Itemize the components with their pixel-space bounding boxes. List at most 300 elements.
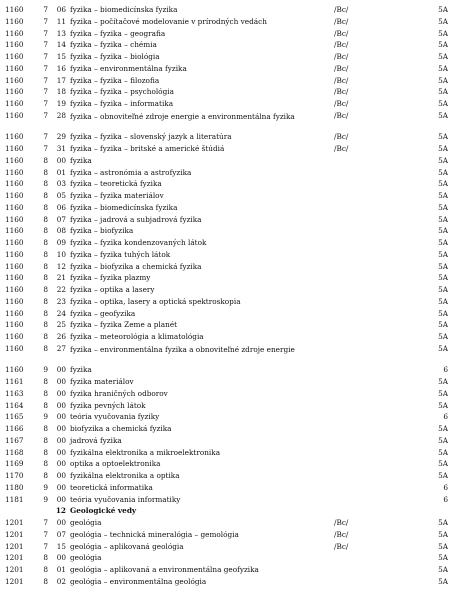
table-row	[0, 564, 458, 576]
cell-code: 1160	[5, 52, 24, 61]
cell-a: 8	[43, 261, 48, 271]
cell-form: /Bc/	[334, 529, 349, 539]
cell-code: 1160	[5, 110, 24, 120]
cell-code: 1160	[5, 332, 24, 341]
table-row	[0, 4, 458, 16]
cell-degree: 5A	[438, 435, 448, 445]
table-row	[0, 98, 458, 110]
table-row	[0, 51, 458, 63]
table-row	[0, 167, 458, 179]
cell-form: /Bc/	[334, 75, 349, 85]
cell-b: 16	[56, 63, 66, 73]
cell-a: 8	[43, 249, 48, 259]
cell-code: 1168	[5, 447, 24, 457]
table-row	[0, 86, 458, 98]
cell-b: 25	[56, 320, 66, 330]
cell-name: fyzika – fyzika tuhých látok	[70, 249, 171, 259]
cell-degree: 5A	[438, 132, 448, 142]
cell-a: 8	[43, 167, 48, 177]
cell-name: fyzika	[70, 155, 92, 165]
cell-degree: 6	[443, 412, 448, 422]
cell-code: 1166	[5, 424, 24, 433]
cell-code: 1160	[5, 202, 24, 212]
cell-b: 29	[56, 132, 66, 142]
cell-a: 8	[43, 214, 48, 224]
cell-a: 9	[43, 482, 48, 492]
cell-code: 1160	[5, 238, 24, 247]
cell-code: 1160	[5, 63, 24, 73]
cell-a: 8	[43, 191, 48, 200]
table-row	[0, 376, 458, 388]
cell-name: fyzika – fyzika plazmy	[70, 273, 151, 283]
table-row	[0, 411, 458, 423]
cell-degree: 6	[443, 494, 448, 504]
cell-code: 1160	[5, 296, 24, 306]
cell-a: 8	[43, 459, 48, 469]
cell-code: 1160	[5, 249, 24, 259]
cell-b: 07	[56, 214, 66, 224]
cell-a: 7	[43, 529, 48, 539]
cell-code: 1201	[5, 518, 24, 527]
cell-name: fyzika materiálov	[70, 377, 134, 386]
cell-code: 1160	[5, 144, 24, 153]
cell-a: 8	[43, 435, 48, 445]
cell-code: 1201	[5, 576, 24, 586]
cell-degree: 5A	[438, 179, 448, 189]
cell-name: fyzika – fyzika – geografia	[70, 28, 166, 38]
table-row	[0, 435, 458, 447]
cell-name: fyzika – fyzika – filozofia	[70, 75, 160, 85]
cell-code: 1169	[5, 459, 24, 469]
cell-degree: 5A	[438, 320, 448, 330]
cell-name: fyzika – jadrová a subjadrová fyzika	[70, 214, 202, 224]
table-row	[0, 214, 458, 226]
cell-b: 11	[56, 16, 66, 26]
cell-a: 8	[43, 471, 48, 480]
table-row	[0, 272, 458, 284]
cell-b: 02	[56, 576, 66, 586]
cell-code: 1165	[5, 412, 24, 422]
cell-a: 8	[43, 565, 48, 574]
table-row	[0, 529, 458, 541]
cell-b: 07	[56, 529, 66, 539]
table-row	[0, 155, 458, 167]
table-row	[0, 552, 458, 564]
cell-degree: 5A	[438, 400, 448, 410]
cell-name: fyzika – biomedicínska fyzika	[70, 202, 178, 212]
cell-b: 31	[56, 144, 66, 153]
cell-degree: 5A	[438, 553, 448, 563]
cell-degree: 5A	[438, 249, 448, 259]
table-row	[0, 447, 458, 459]
table-row	[0, 39, 458, 51]
cell-a: 9	[43, 494, 48, 504]
cell-name: fyzika – environmentálna fyzika a obnoviteľné zdroje energie	[70, 344, 295, 354]
cell-code: 1160	[5, 167, 24, 177]
cell-form: /Bc/	[334, 87, 349, 97]
cell-name: fyzika – astronómia a astrofyzika	[70, 167, 192, 177]
cell-name: teoretická informatika	[70, 482, 153, 492]
cell-b: 28	[56, 110, 66, 120]
cell-a: 8	[43, 308, 48, 318]
cell-a: 7	[43, 99, 48, 108]
cell-form: /Bc/	[334, 5, 349, 14]
cell-degree: 5A	[438, 471, 448, 480]
cell-code: 1164	[5, 400, 24, 410]
cell-name: fyzika – environmentálna fyzika	[70, 63, 187, 73]
cell-a: 7	[43, 40, 48, 50]
cell-b: 26	[56, 332, 66, 341]
cell-degree: 5A	[438, 144, 448, 153]
cell-degree: 5A	[438, 5, 448, 14]
table-row	[0, 343, 458, 365]
table-row	[0, 423, 458, 435]
cell-name: fyzika – geofyzika	[70, 308, 136, 318]
cell-name: fyzika – teoretická fyzika	[70, 179, 162, 189]
cell-name: geológia – environmentálna geológia	[70, 576, 207, 586]
cell-code: 1160	[5, 365, 24, 375]
cell-degree: 5A	[438, 167, 448, 177]
cell-name: fyzikálna elektronika a optika	[70, 471, 180, 480]
table-row	[0, 63, 458, 75]
cell-form: /Bc/	[334, 518, 349, 527]
cell-code: 1181	[5, 494, 24, 504]
cell-name: fyzika – fyzika – slovenský jazyk a literatúra	[70, 132, 232, 142]
cell-code: 1167	[5, 435, 24, 445]
table-row	[0, 541, 458, 553]
cell-b: 00	[56, 447, 66, 457]
cell-form: /Bc/	[334, 16, 349, 26]
cell-a: 8	[43, 377, 48, 386]
cell-b: 19	[56, 99, 66, 108]
cell-degree: 6	[443, 365, 448, 375]
cell-code: 1201	[5, 553, 24, 563]
cell-a: 7	[43, 518, 48, 527]
cell-form: /Bc/	[334, 52, 349, 61]
cell-degree: 5A	[438, 565, 448, 574]
cell-degree: 5A	[438, 238, 448, 247]
cell-name: fyzika – fyzika Zeme a planét	[70, 320, 178, 330]
cell-a: 8	[43, 320, 48, 330]
cell-b: 15	[56, 52, 66, 61]
cell-code: 1160	[5, 16, 24, 26]
cell-degree: 5A	[438, 273, 448, 283]
cell-name: fyzika – biofyzika a chemická fyzika	[70, 261, 202, 271]
table-row	[0, 319, 458, 331]
table-row	[0, 296, 458, 308]
cell-b: 23	[56, 296, 66, 306]
cell-degree: 5A	[438, 541, 448, 551]
cell-a: 7	[43, 52, 48, 61]
table-row	[0, 364, 458, 376]
cell-name: fyzika – počítačové modelovanie v prírodných vedách	[70, 16, 267, 26]
cell-name: geológia – aplikovaná a environmentálna geofyzika	[70, 565, 259, 574]
table-row	[0, 16, 458, 28]
cell-a: 8	[43, 296, 48, 306]
cell-degree: 5A	[438, 296, 448, 306]
cell-a: 8	[43, 226, 48, 236]
cell-name: fyzika – optika a lasery	[70, 285, 155, 294]
cell-degree: 5A	[438, 75, 448, 85]
cell-b: 00	[56, 553, 66, 563]
cell-b: 09	[56, 238, 66, 247]
table-row	[0, 28, 458, 40]
cell-b: 06	[56, 5, 66, 14]
cell-b: 00	[56, 471, 66, 480]
table-row	[0, 237, 458, 249]
cell-name: fyzika – biofyzika	[70, 226, 134, 236]
cell-a: 7	[43, 5, 48, 14]
cell-code: 1170	[5, 471, 24, 480]
table-row	[0, 400, 458, 412]
cell-code: 1160	[5, 343, 24, 353]
cell-name: fyzika pevných látok	[70, 400, 146, 410]
cell-name: geológia – technická mineralógia – gemológia	[70, 529, 239, 539]
cell-name: fyzika – fyzika – britské a americké štúdiá	[70, 144, 225, 153]
cell-b: 15	[56, 541, 66, 551]
cell-code: 1160	[5, 226, 24, 236]
cell-a: 8	[43, 424, 48, 433]
cell-a: 7	[43, 144, 48, 153]
cell-name: fyzika	[70, 365, 92, 375]
cell-name: fyzika – obnoviteľné zdroje energie a environmentálna fyzika	[70, 111, 295, 121]
table-row	[0, 482, 458, 494]
cell-code: 1201	[5, 541, 24, 551]
cell-b: 18	[56, 87, 66, 97]
cell-degree: 5A	[438, 52, 448, 61]
cell-degree: 5A	[438, 226, 448, 236]
table-row	[0, 249, 458, 261]
cell-a: 7	[43, 63, 48, 73]
cell-degree: 5A	[438, 308, 448, 318]
cell-code: 1160	[5, 40, 24, 50]
cell-code: 1160	[5, 87, 24, 97]
cell-degree: 5A	[438, 576, 448, 586]
cell-code: 1180	[5, 482, 24, 492]
cell-code: 1160	[5, 75, 24, 85]
cell-degree: 5A	[438, 424, 448, 433]
cell-code: 1160	[5, 191, 24, 200]
cell-a: 7	[43, 87, 48, 97]
table-row	[0, 494, 458, 506]
cell-name: biofyzika a chemická fyzika	[70, 424, 172, 433]
cell-code: 1160	[5, 273, 24, 283]
cell-form: /Bc/	[334, 63, 349, 73]
cell-a: 8	[43, 238, 48, 247]
cell-a: 8	[43, 179, 48, 189]
cell-name: teória vyučovania informatiky	[70, 494, 181, 504]
cell-form: /Bc/	[334, 99, 349, 108]
cell-code: 1160	[5, 261, 24, 271]
cell-degree: 5A	[438, 261, 448, 271]
cell-code: 1160	[5, 214, 24, 224]
cell-b: 01	[56, 167, 66, 177]
cell-b: 14	[56, 40, 66, 50]
cell-b: 00	[56, 459, 66, 469]
cell-degree: 5A	[438, 155, 448, 165]
table-row	[0, 308, 458, 320]
cell-degree: 5A	[438, 16, 448, 26]
cell-name: teória vyučovania fyziky	[70, 412, 160, 422]
cell-name: fyzika hraničných odborov	[70, 388, 168, 398]
table-row	[0, 388, 458, 400]
cell-b: 00	[56, 400, 66, 410]
cell-a: 8	[43, 400, 48, 410]
cell-b: 00	[56, 365, 66, 375]
cell-name: fyzika – optika, lasery a optická spektroskopia	[70, 296, 241, 306]
cell-a: 8	[43, 388, 48, 398]
cell-name: geológia – aplikovaná geológia	[70, 541, 184, 551]
cell-b: 17	[56, 75, 66, 85]
cell-degree: 5A	[438, 518, 448, 527]
cell-degree: 5A	[438, 529, 448, 539]
cell-code: 1160	[5, 179, 24, 189]
cell-degree: 5A	[438, 63, 448, 73]
cell-name: fyzika – fyzika kondenzovaných látok	[70, 238, 207, 247]
table-row	[0, 576, 458, 588]
cell-b: 00	[56, 482, 66, 492]
cell-degree: 5A	[438, 110, 448, 120]
cell-form: /Bc/	[334, 40, 349, 50]
cell-code: 1160	[5, 28, 24, 38]
cell-code: 1160	[5, 155, 24, 165]
cell-form: /Bc/	[334, 110, 349, 120]
cell-a: 8	[43, 447, 48, 457]
cell-a: 9	[43, 365, 48, 375]
cell-degree: 5A	[438, 191, 448, 200]
cell-name: geológia	[70, 553, 102, 563]
cell-form: /Bc/	[334, 28, 349, 38]
cell-b: 22	[56, 285, 66, 294]
cell-b: 05	[56, 191, 66, 200]
cell-b: 00	[56, 435, 66, 445]
cell-form: /Bc/	[334, 144, 349, 153]
cell-code: 1160	[5, 320, 24, 330]
cell-degree: 6	[443, 482, 448, 492]
cell-code: 1160	[5, 285, 24, 294]
cell-b: 13	[56, 28, 66, 38]
cell-b: 00	[56, 377, 66, 386]
cell-a: 7	[43, 16, 48, 26]
table-row	[0, 190, 458, 202]
cell-code: 1160	[5, 308, 24, 318]
cell-b: 01	[56, 565, 66, 574]
cell-b: 00	[56, 388, 66, 398]
cell-b: 27	[56, 343, 66, 353]
cell-a: 8	[43, 273, 48, 283]
cell-b: 00	[56, 518, 66, 527]
cell-degree: 5A	[438, 447, 448, 457]
table-row	[0, 110, 458, 132]
table-row	[0, 202, 458, 214]
cell-degree: 5A	[438, 332, 448, 341]
cell-a: 9	[43, 412, 48, 422]
table-row	[0, 458, 458, 470]
cell-name: geológia	[70, 518, 102, 527]
cell-a: 8	[43, 332, 48, 341]
cell-a: 7	[43, 75, 48, 85]
cell-degree: 5A	[438, 87, 448, 97]
cell-code: 1160	[5, 5, 24, 14]
cell-a: 7	[43, 28, 48, 38]
cell-name: optika a optoelektronika	[70, 459, 161, 469]
cell-name: fyzika – fyzika – informatika	[70, 99, 174, 108]
cell-code: 1160	[5, 132, 24, 142]
table-row	[0, 75, 458, 87]
cell-degree: 5A	[438, 377, 448, 386]
cell-code: 1201	[5, 565, 24, 574]
cell-form: /Bc/	[334, 132, 349, 142]
cell-name: Geologické vedy	[70, 506, 137, 516]
cell-b: 00	[56, 424, 66, 433]
cell-degree: 5A	[438, 99, 448, 108]
cell-name: fyzika – biomedicínska fyzika	[70, 5, 178, 14]
degree-program-table	[0, 4, 458, 588]
cell-a: 7	[43, 541, 48, 551]
cell-name: fyzika – fyzika – biológia	[70, 52, 160, 61]
cell-degree: 5A	[438, 202, 448, 212]
cell-b: 24	[56, 308, 66, 318]
cell-a: 7	[43, 132, 48, 142]
cell-a: 8	[43, 576, 48, 586]
cell-b: 00	[56, 412, 66, 422]
cell-b: 12	[56, 261, 66, 271]
table-row	[0, 261, 458, 273]
cell-degree: 5A	[438, 459, 448, 469]
cell-code: 1160	[5, 99, 24, 108]
cell-a: 8	[43, 202, 48, 212]
cell-a: 8	[43, 553, 48, 563]
cell-name: fyzikálna elektronika a mikroelektronika	[70, 447, 221, 457]
cell-degree: 5A	[438, 343, 448, 353]
table-row	[0, 178, 458, 190]
cell-form: /Bc/	[334, 541, 349, 551]
cell-b: 12	[55, 506, 66, 516]
cell-a: 7	[43, 110, 48, 120]
table-row	[0, 131, 458, 143]
table-row	[0, 470, 458, 482]
table-row	[0, 331, 458, 343]
cell-degree: 5A	[438, 40, 448, 50]
cell-code: 1163	[5, 388, 24, 398]
cell-name: fyzika – fyzika materiálov	[70, 191, 164, 200]
cell-degree: 5A	[438, 285, 448, 294]
cell-b: 00	[56, 155, 66, 165]
cell-name: fyzika – fyzika – chémia	[70, 40, 157, 50]
cell-name: fyzika – fyzika – psychológia	[70, 87, 174, 97]
table-row	[0, 225, 458, 237]
cell-b: 00	[56, 494, 66, 504]
cell-b: 21	[56, 273, 66, 283]
cell-a: 8	[43, 285, 48, 294]
table-row	[0, 143, 458, 155]
cell-code: 1161	[5, 377, 24, 386]
cell-a: 8	[43, 155, 48, 165]
cell-degree: 5A	[438, 388, 448, 398]
cell-b: 08	[56, 226, 66, 236]
table-row	[0, 284, 458, 296]
cell-b: 06	[56, 202, 66, 212]
cell-b: 03	[56, 179, 66, 189]
cell-name: fyzika – meteorológia a klimatológia	[70, 332, 204, 341]
cell-degree: 5A	[438, 214, 448, 224]
cell-code: 1201	[5, 529, 24, 539]
cell-b: 10	[56, 249, 66, 259]
section-heading-row	[0, 505, 458, 517]
cell-a: 8	[43, 343, 48, 353]
cell-degree: 5A	[438, 28, 448, 38]
table-row	[0, 517, 458, 529]
